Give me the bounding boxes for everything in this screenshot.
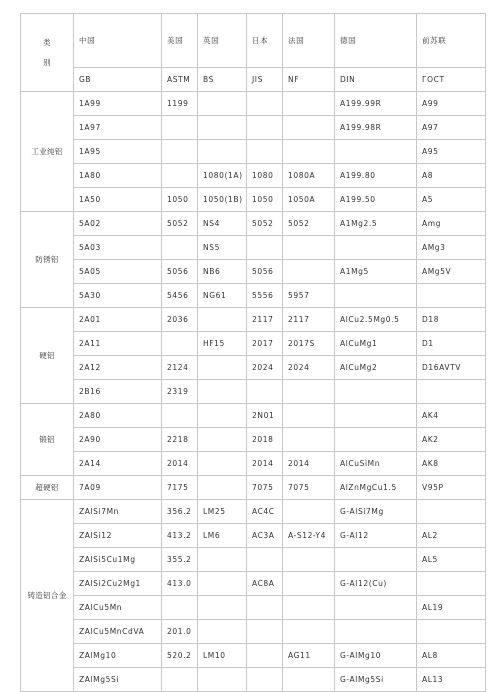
table-row [21, 548, 486, 572]
grade-cell: 1A50 [74, 188, 162, 212]
standard-header: NF [283, 68, 335, 92]
category-label: 防锈铝 [21, 212, 74, 308]
grade-cell [198, 548, 247, 572]
grade-cell: 2014 [283, 452, 335, 476]
table-row [21, 308, 486, 332]
grade-cell: AL13 [417, 668, 486, 692]
grade-cell: AlCu2.5Mg0.5 [335, 308, 417, 332]
grade-cell [247, 236, 283, 260]
grade-cell [283, 668, 335, 692]
grade-cell: 201.0 [162, 620, 198, 644]
grade-cell: ZAlSi2Cu2Mg1 [74, 572, 162, 596]
grade-cell [198, 452, 247, 476]
grade-cell [247, 644, 283, 668]
grade-cell [335, 140, 417, 164]
table-row [21, 212, 486, 236]
grade-cell: 1080A [283, 164, 335, 188]
grade-cell: 5056 [162, 260, 198, 284]
table-row [21, 404, 486, 428]
category-header-line-2: 别 [43, 57, 51, 67]
grade-cell [198, 596, 247, 620]
grade-cell: 2319 [162, 380, 198, 404]
grade-cell: 5A30 [74, 284, 162, 308]
grade-cell [198, 356, 247, 380]
grade-cell: AlCuMg1 [335, 332, 417, 356]
grade-cell [162, 236, 198, 260]
grade-cell [247, 548, 283, 572]
standard-header: ГОСТ [417, 68, 486, 92]
table-row [21, 524, 486, 548]
grade-cell [417, 500, 486, 524]
category-label: 铸造铝合金 [21, 500, 74, 692]
country-header: 中国 [74, 14, 162, 68]
grade-cell: G-AlSi7Mg [335, 500, 417, 524]
grade-cell [198, 140, 247, 164]
grade-cell: 2117 [283, 308, 335, 332]
grade-cell: D16AVTV [417, 356, 486, 380]
grade-cell: G-AlMg5Si [335, 668, 417, 692]
grade-cell: D1 [417, 332, 486, 356]
grade-cell: 2A01 [74, 308, 162, 332]
grade-cell: 2017S [283, 332, 335, 356]
grade-cell: 520.2 [162, 644, 198, 668]
grade-cell: 1050A [283, 188, 335, 212]
grade-cell [162, 116, 198, 140]
grade-cell: ZAlCu5MnCdVA [74, 620, 162, 644]
grade-cell: AK4 [417, 404, 486, 428]
grade-cell: LM10 [198, 644, 247, 668]
grade-cell [198, 404, 247, 428]
grade-cell: A1Mg2.5 [335, 212, 417, 236]
country-header: 德国 [335, 14, 417, 68]
grade-cell: 2218 [162, 428, 198, 452]
grade-cell: NG61 [198, 284, 247, 308]
grade-cell: AC3A [247, 524, 283, 548]
grade-cell: ZAlSi5Cu1Mg [74, 548, 162, 572]
grade-cell: 2124 [162, 356, 198, 380]
grade-cell: AL19 [417, 596, 486, 620]
grade-cell: ZAlCu5Mn [74, 596, 162, 620]
grade-cell [247, 92, 283, 116]
grade-cell [283, 92, 335, 116]
standard-header: BS [198, 68, 247, 92]
table-row [21, 284, 486, 308]
table-row [21, 164, 486, 188]
country-header: 英国 [198, 14, 247, 68]
grade-cell [283, 620, 335, 644]
grade-cell: AMg5V [417, 260, 486, 284]
grade-cell: 413.2 [162, 524, 198, 548]
grade-cell [247, 140, 283, 164]
grade-cell [162, 596, 198, 620]
grade-cell: 5056 [247, 260, 283, 284]
grade-cell [283, 140, 335, 164]
grade-cell [198, 428, 247, 452]
grade-cell: 2024 [247, 356, 283, 380]
grade-cell: AMg3 [417, 236, 486, 260]
grade-cell: D18 [417, 308, 486, 332]
table-row [21, 332, 486, 356]
grade-cell: ZAlMg10 [74, 644, 162, 668]
category-label: 锻铝 [21, 404, 74, 476]
table-row [21, 452, 486, 476]
table-row [21, 260, 486, 284]
grade-cell: A199.98R [335, 116, 417, 140]
grade-cell: 2A12 [74, 356, 162, 380]
grade-cell: ZAlSi12 [74, 524, 162, 548]
grade-cell: ZAlMg5Si [74, 668, 162, 692]
grade-cell [283, 236, 335, 260]
grade-cell [198, 668, 247, 692]
grade-cell: 5556 [247, 284, 283, 308]
grade-cell: G-AlMg10 [335, 644, 417, 668]
table-row [21, 356, 486, 380]
grade-cell [283, 116, 335, 140]
grade-cell [198, 308, 247, 332]
category-header-line-1: 类 [43, 37, 51, 47]
grade-cell [283, 548, 335, 572]
grade-cell: Amg [417, 212, 486, 236]
grade-cell [198, 572, 247, 596]
grade-cell [335, 380, 417, 404]
grade-cell: 2117 [247, 308, 283, 332]
grade-cell: AC4C [247, 500, 283, 524]
country-header: 法国 [283, 14, 335, 68]
category-header [21, 14, 74, 92]
aluminum-grade-comparison-table [20, 13, 486, 692]
grade-cell: 5A05 [74, 260, 162, 284]
grade-cell [162, 668, 198, 692]
grade-cell: 5957 [283, 284, 335, 308]
standard-header: DIN [335, 68, 417, 92]
grade-cell: 1A97 [74, 116, 162, 140]
table-row [21, 476, 486, 500]
grade-cell: 5456 [162, 284, 198, 308]
grade-cell: 2017 [247, 332, 283, 356]
standard-header: GB [74, 68, 162, 92]
grade-cell: 7A09 [74, 476, 162, 500]
grade-cell [198, 620, 247, 644]
grade-cell [247, 620, 283, 644]
grade-cell: 2036 [162, 308, 198, 332]
grade-cell: 2014 [247, 452, 283, 476]
grade-cell [198, 116, 247, 140]
grade-cell [247, 596, 283, 620]
grade-cell [335, 620, 417, 644]
grade-cell: 5052 [162, 212, 198, 236]
grade-cell: 2018 [247, 428, 283, 452]
grade-cell: 2N01 [247, 404, 283, 428]
grade-cell: AC8A [247, 572, 283, 596]
grade-cell [162, 164, 198, 188]
grade-cell [335, 404, 417, 428]
grade-cell: 1199 [162, 92, 198, 116]
grade-cell: NS4 [198, 212, 247, 236]
grade-cell: A99 [417, 92, 486, 116]
grade-cell: 2B16 [74, 380, 162, 404]
grade-cell [283, 260, 335, 284]
grade-cell: A8 [417, 164, 486, 188]
table-row [21, 380, 486, 404]
grade-cell: AG11 [283, 644, 335, 668]
grade-cell [283, 596, 335, 620]
grade-cell: 7075 [283, 476, 335, 500]
grade-cell [335, 284, 417, 308]
grade-cell: AlCuSiMn [335, 452, 417, 476]
grade-cell: A95 [417, 140, 486, 164]
header-row [21, 14, 486, 68]
grade-cell: 5A02 [74, 212, 162, 236]
grade-cell: AL5 [417, 548, 486, 572]
table-row [21, 188, 486, 212]
grade-cell: 1A95 [74, 140, 162, 164]
grade-cell [335, 236, 417, 260]
grade-cell [162, 332, 198, 356]
grade-cell: AK8 [417, 452, 486, 476]
grade-cell [247, 380, 283, 404]
grade-cell [247, 116, 283, 140]
grade-cell [162, 140, 198, 164]
grade-cell [283, 404, 335, 428]
grade-cell: AlZnMgCu1.5 [335, 476, 417, 500]
table-row [21, 116, 486, 140]
grade-cell [283, 500, 335, 524]
grade-cell: G-Al12(Cu) [335, 572, 417, 596]
grade-cell [198, 92, 247, 116]
grade-cell: 1080(1A) [198, 164, 247, 188]
grade-cell: 5052 [247, 212, 283, 236]
grade-cell: 7075 [247, 476, 283, 500]
table-row [21, 596, 486, 620]
grade-cell: 1A99 [74, 92, 162, 116]
grade-cell: 2A80 [74, 404, 162, 428]
grade-cell: A1Mg5 [335, 260, 417, 284]
table-row [21, 572, 486, 596]
table-row [21, 500, 486, 524]
grade-cell: NB6 [198, 260, 247, 284]
standard-row [21, 68, 486, 92]
grade-cell: HF15 [198, 332, 247, 356]
grade-cell: A5 [417, 188, 486, 212]
grade-cell [417, 284, 486, 308]
grade-cell: 2A90 [74, 428, 162, 452]
grade-cell: G-Al12 [335, 524, 417, 548]
grade-cell: 355.2 [162, 548, 198, 572]
grade-cell: 5A03 [74, 236, 162, 260]
grade-cell: 1A80 [74, 164, 162, 188]
grade-cell [198, 380, 247, 404]
grade-cell [162, 404, 198, 428]
table-row [21, 92, 486, 116]
category-label: 硬铝 [21, 308, 74, 404]
grade-cell: A199.99R [335, 92, 417, 116]
grade-cell: 2014 [162, 452, 198, 476]
grade-cell: A199.50 [335, 188, 417, 212]
category-label: 工业纯铝 [21, 92, 74, 212]
grade-cell: 1050 [162, 188, 198, 212]
grade-cell: LM6 [198, 524, 247, 548]
grade-cell: 356.2 [162, 500, 198, 524]
table-container [20, 13, 486, 692]
grade-cell [335, 596, 417, 620]
country-header: 日本 [247, 14, 283, 68]
grade-cell: AlCuMg2 [335, 356, 417, 380]
grade-cell: 1050(1B) [198, 188, 247, 212]
grade-cell: 5052 [283, 212, 335, 236]
grade-cell [247, 668, 283, 692]
table-row [21, 620, 486, 644]
grade-cell: V95P [417, 476, 486, 500]
category-label: 超硬铝 [21, 476, 74, 500]
table-row [21, 236, 486, 260]
grade-cell: 1080 [247, 164, 283, 188]
table-row [21, 668, 486, 692]
standard-header: ASTM [162, 68, 198, 92]
table-row [21, 140, 486, 164]
table-row [21, 644, 486, 668]
grade-cell: 2A14 [74, 452, 162, 476]
standard-header: JIS [247, 68, 283, 92]
grade-cell: A97 [417, 116, 486, 140]
grade-cell: 1050 [247, 188, 283, 212]
grade-cell: ZAlSi7Mn [74, 500, 162, 524]
grade-cell: 413.0 [162, 572, 198, 596]
grade-cell [417, 620, 486, 644]
grade-cell [198, 476, 247, 500]
country-header: 前苏联 [417, 14, 486, 68]
grade-cell: 2024 [283, 356, 335, 380]
grade-cell: AL2 [417, 524, 486, 548]
grade-cell: LM25 [198, 500, 247, 524]
table-row [21, 428, 486, 452]
grade-cell: NS5 [198, 236, 247, 260]
grade-cell: A199.80 [335, 164, 417, 188]
grade-cell [283, 380, 335, 404]
grade-cell: AK2 [417, 428, 486, 452]
country-header: 美国 [162, 14, 198, 68]
grade-cell [335, 428, 417, 452]
grade-cell: 2A11 [74, 332, 162, 356]
grade-cell: A-S12-Y4 [283, 524, 335, 548]
grade-cell: 7175 [162, 476, 198, 500]
table-body [21, 14, 486, 692]
grade-cell [283, 572, 335, 596]
grade-cell [335, 548, 417, 572]
grade-cell [417, 380, 486, 404]
grade-cell: AL8 [417, 644, 486, 668]
grade-cell [417, 572, 486, 596]
grade-cell [283, 428, 335, 452]
